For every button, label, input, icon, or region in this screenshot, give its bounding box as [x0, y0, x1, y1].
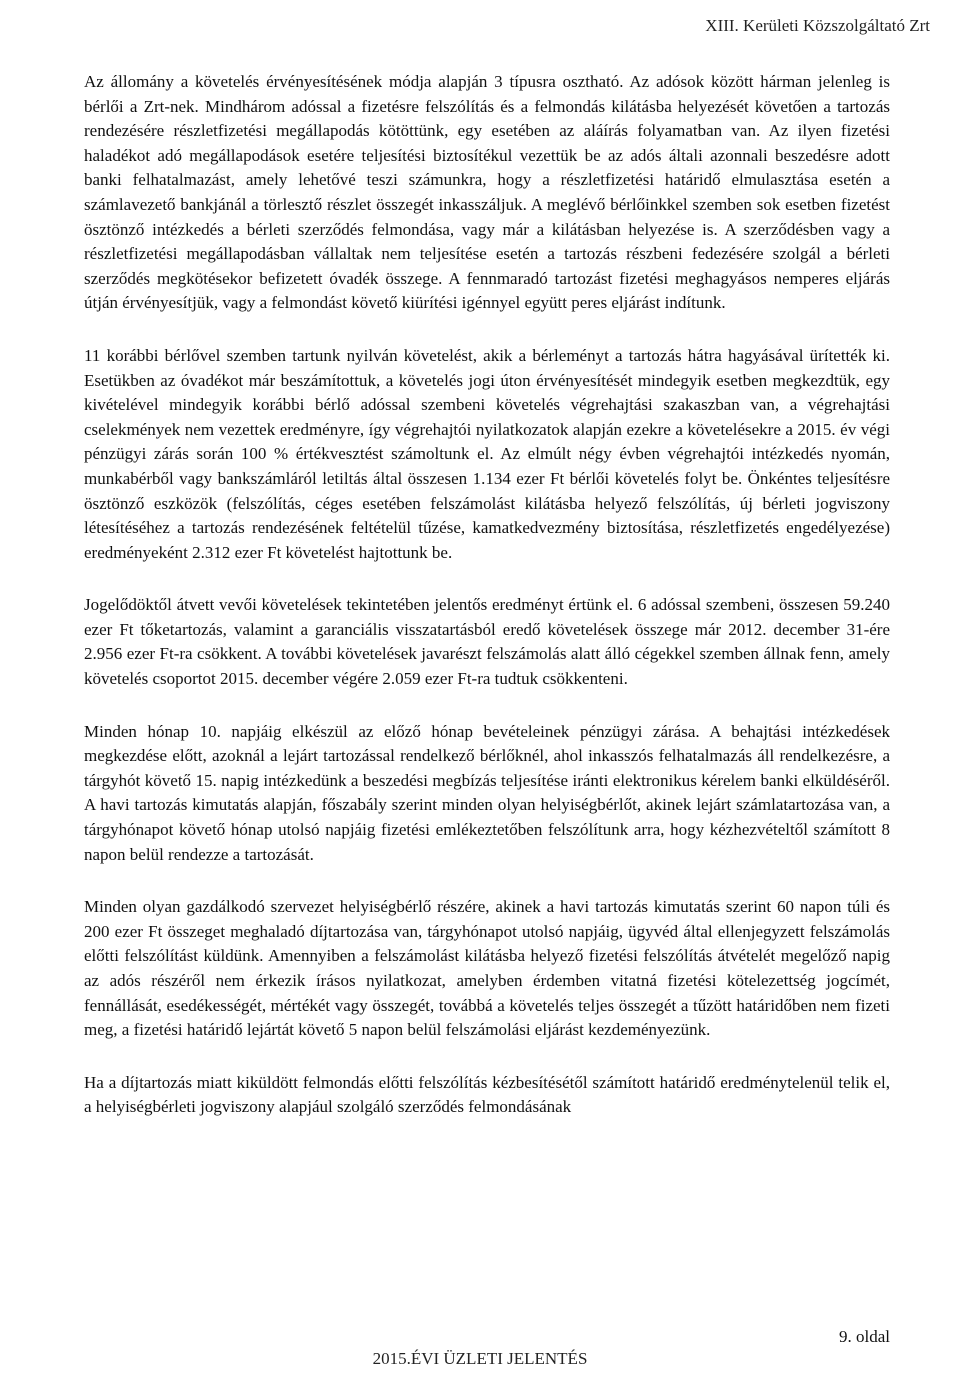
- page-footer: 2015.ÉVI ÜZLETI JELENTÉS: [372, 1349, 588, 1368]
- paragraph-monthly-closing: Minden hónap 10. napjáig elkészül az előző hónap bevételeinek pénzügyi zárása. A behajtási intézkedések megkezdése előtt, azoknál a lejárt tartozással rendelkező bérlőknél, ahol inkasszós felhatalmazás áll rendelkezésre, a tárgyhót követő 15. napig intézkedünk a beszedési megbízás teljesítése iránti elektronikus kérelem banki elküldéséről. A havi tartozás kimutatás alapján, főszabály szerint minden olyan helyiségbérlőt, akinek lejárt számlatartozása van, a tárgyhónapot követő hónap utolsó napjáig fizetési emlékeztetőben felszólítunk arra, hogy kézhezvételtől számított 8 napon belül rendezze a tartozását.: [84, 721, 890, 864]
- paragraph-former-tenants: 11 korábbi bérlővel szemben tartunk nyilván követelést, akik a bérleményt a tartozás hátra hagyásával ürítették ki. Esetükben az óvadékot már beszámítottuk, a követelés jogi úton érvényesítését mindegyik esetben megkezdtük, egy kivételével mindegyik korábbi bérlő adóssal szembeni követelés végrehajtási szakaszban van, a végrehajtási cselekmények nem vezettek eredményre, így végrehajtói nyilatkozatok alapján ezekre a követelésekre a 2015. év végi pénzügyi zárás során 100 % értékvesztést számoltunk el. Az elmúlt négy évben végrehajtói intézkedés nyomán, munkabérből vagy bankszámláról letiltás által összesen 1.134 ezer Ft bérlői követelés folyt be. Önkéntes teljesítésre ösztönző eszközök (felszólítás, céges esetében felszámolást kilátásba helyező felszólítás, új bérleti jogviszony létesítéséhez a tartozás rendezésének feltételül tűzése, kamatkedvezmény biztosítása, részletfizetés engedélyezése) eredményeként 2.312 ezer Ft követelést hajtottunk be.: [84, 345, 890, 562]
- paragraph-receivables-types: Az állomány a követelés érvényesítésének módja alapján 3 típusra osztható. Az adósok között hárman jelenleg is bérlői a Zrt-nek. Mindhárom adóssal a fizetésre felszólítás és a felmondás kilátásba helyezését követően a tartozás rendezésére részletfizetési megállapodás kötöttünk, egy esetében az aláírás folyamatban van. Az ilyen fizetési haladékot adó megállapodások esetére teljesítési biztosítékul vezettük be az adós általi azonnali beszedésre adott banki felhatalmazást, amely lehetővé teszi számunkra, hogy a részletfizetési határidő elmulasztása esetén a számlavezető bankjánál a törlesztő részlet összegét inkasszáljuk. A meglévő bérlőinkkel szemben sok esetben fizetést ösztönző intézkedés a bérleti szerződés felmondása, vagy már a kilátásban helyezése is. A szerződésben vagy a részletfizetési megállapodásban vállaltak nem teljesítése esetén a tartozás részbeni fedezésére szolgál a bérleti szerződés megkötésekor befizetett óvadék összege. A fennmaradó tartozást fizetési meghagyásos nemperes eljárás útján érvényesítjük, vagy a felmondást követő kiürítési igénnyel együtt peres eljárást indítunk.: [84, 72, 890, 313]
- page-number: 9. oldal: [839, 1327, 890, 1346]
- document-body: [84, 70, 890, 1148]
- paragraph-liquidation-notice: Minden olyan gazdálkodó szervezet helyiségbérlő részére, akinek a havi tartozás kimutatás szerint 60 napon túli és 200 ezer Ft összeget meghaladó díjtartozása van, tárgyhónapot utolsó napjáig, ügyvéd által ellenjegyzett felszámolás előtti felszólítást küldünk. Amennyiben a felszámolást kilátásba helyező fizetési felszólítás átvételét megelőző napig az adós részéről nem érkezik írásos nyilatkozat, amelyben érdemben vitatná fizetési kötelezettség jogcímét, fennállását, esedékességét, mértékét vagy összegét, továbbá a követelés teljes összegét a tűzött határidőben nem fizeti meg, a fizetési határidő lejártát követő 5 napon belül felszámolási eljárást kezdeményezünk.: [84, 897, 890, 1040]
- page-header: XIII. Kerületi Közszolgáltató Zrt: [705, 16, 930, 35]
- paragraph-predecessor-receivables: Jogelődöktől átvett vevői követelések tekintetében jelentős eredményt értünk el. 6 adóssal szembeni, összesen 59.240 ezer Ft tőketartozás, valamint a garanciális visszatartásból eredő követelések összege már 2012. december 31-ére 2.956 ezer Ft-ra csökkent. A további követelések javarészt felszámolás alatt álló cégekkel szemben állnak fenn, amely követelés csoportot 2015. december végére 2.059 ezer Ft-ra tudtuk csökkenteni.: [84, 595, 890, 689]
- paragraph-termination: Ha a díjtartozás miatt kiküldött felmondás előtti felszólítás kézbesítésétől számított határidő eredménytelenül telik el, a helyiségbérleti jogviszony alapjául szolgáló szerződés felmondásának: [84, 1072, 890, 1117]
